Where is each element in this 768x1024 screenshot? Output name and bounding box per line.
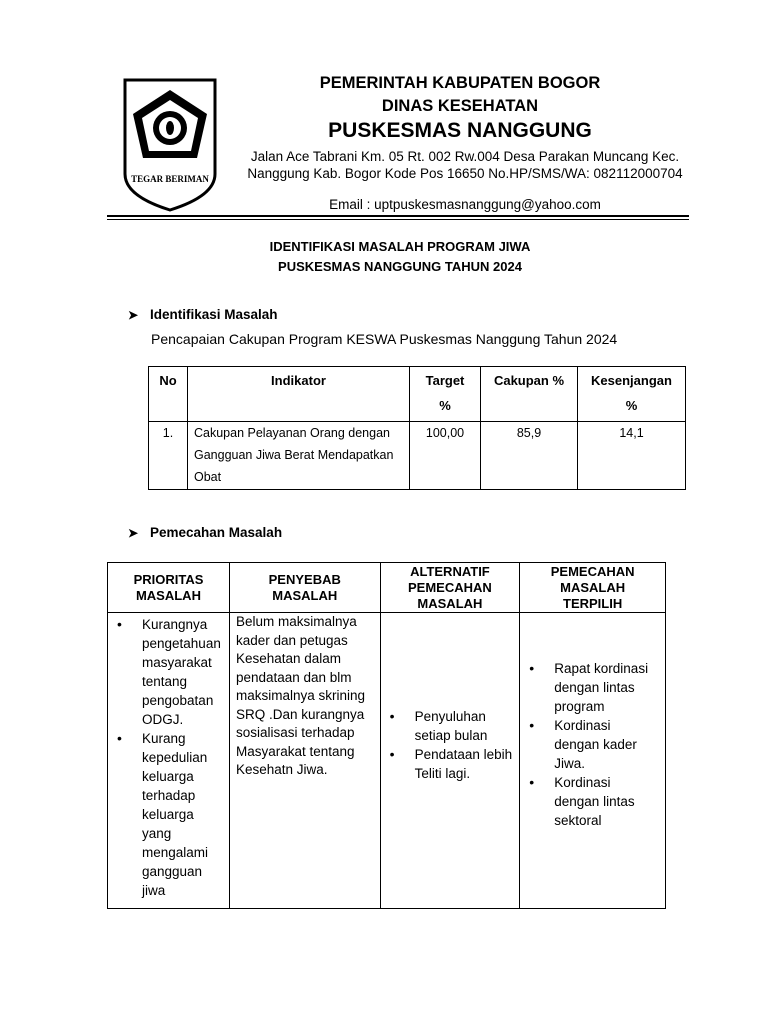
list-item: • Kurang kepedulian keluarga terhadap keluarga yang mengalami gangguan jiwa (108, 729, 225, 900)
indicator-table (148, 366, 686, 490)
list-item: • Pendataan lebih Teliti lagi. (381, 745, 516, 783)
letterhead-email: Email : uptpuskesmasnanggung@yahoo.com (329, 197, 601, 212)
header-penyebab: PENYEBAB MASALAH (229, 563, 380, 613)
svg-text:TEGAR BERIMAN: TEGAR BERIMAN (131, 174, 209, 184)
title-line-2: PUSKESMAS NANGGUNG TAHUN 2024 (278, 259, 522, 274)
cell-cakupan: 85,9 (481, 422, 578, 490)
header-indikator: Indikator (188, 367, 410, 422)
letterhead-rule-thick (107, 215, 689, 217)
cell-alternatif (380, 613, 520, 909)
cell-indikator: Cakupan Pelayanan Orang dengan Gangguan Jiwa Berat Mendapatkan Obat (188, 422, 410, 490)
section-heading-identifikasi: ➤ Identifikasi Masalah (128, 307, 278, 322)
cell-no: 1. (149, 422, 188, 490)
puskesmas-logo (121, 78, 219, 212)
cell-penyebab: Belum maksimalnya kader dan petugas Kesehatan dalam pendataan dan blm maksimalnya skrining SRQ .Dan kurangnya sosialisasi terhadap Masyarakat tentang Kesehatn Jiwa. (229, 613, 380, 909)
title-line-1: IDENTIFIKASI MASALAH PROGRAM JIWA (269, 239, 531, 254)
section-subtitle: Pencapaian Cakupan Program KESWA Puskesmas Nanggung Tahun 2024 (151, 331, 618, 347)
header-no: No (149, 367, 188, 422)
solution-table (107, 562, 666, 909)
letterhead-institution: PUSKESMAS NANGGUNG (328, 119, 592, 142)
list-item: • Kurangnya pengetahuan masyarakat tentang pengobatan ODGJ. (108, 615, 225, 729)
cell-target: 100,00 (410, 422, 481, 490)
header-prioritas: PRIORITAS MASALAH (108, 563, 230, 613)
section-heading-pemecahan: ➤ Pemecahan Masalah (128, 525, 283, 540)
document-title (150, 237, 650, 277)
header-terpilih: PEMECAHAN MASALAH TERPILIH (520, 563, 666, 613)
cell-terpilih (520, 613, 666, 909)
cell-prioritas (108, 613, 230, 909)
table-row (108, 613, 666, 909)
list-item: • Kordinasi dengan lintas sektoral (520, 773, 659, 830)
list-item: • Kordinasi dengan kader Jiwa. (520, 716, 659, 773)
arrow-bullet-icon: ➤ (128, 526, 139, 540)
letterhead-rule-thin (107, 219, 689, 220)
list-item: • Penyuluhan setiap bulan (381, 707, 516, 745)
indicator-table-header (149, 367, 686, 422)
letterhead-government: PEMERINTAH KABUPATEN BOGOR (319, 74, 601, 92)
header-kesenjangan: Kesenjangan % (578, 367, 686, 422)
header-alternatif: ALTERNATIF PEMECAHAN MASALAH (380, 563, 520, 613)
cell-kesenjangan: 14,1 (578, 422, 686, 490)
header-cakupan: Cakupan % (481, 367, 578, 422)
header-target: Target % (410, 367, 481, 422)
solution-table-header (108, 563, 666, 613)
letterhead-address: Jalan Ace Tabrani Km. 05 Rt. 002 Rw.004 Desa Parakan Muncang Kec. Nanggung Kab. Bogor Kode Pos 16650 No.HP/SMS/WA: 082112000704 (247, 149, 683, 181)
list-item: • Rapat kordinasi dengan lintas program (520, 659, 659, 716)
arrow-bullet-icon: ➤ (128, 308, 139, 322)
letterhead-department: DINAS KESEHATAN (381, 97, 539, 115)
table-row (149, 422, 686, 490)
